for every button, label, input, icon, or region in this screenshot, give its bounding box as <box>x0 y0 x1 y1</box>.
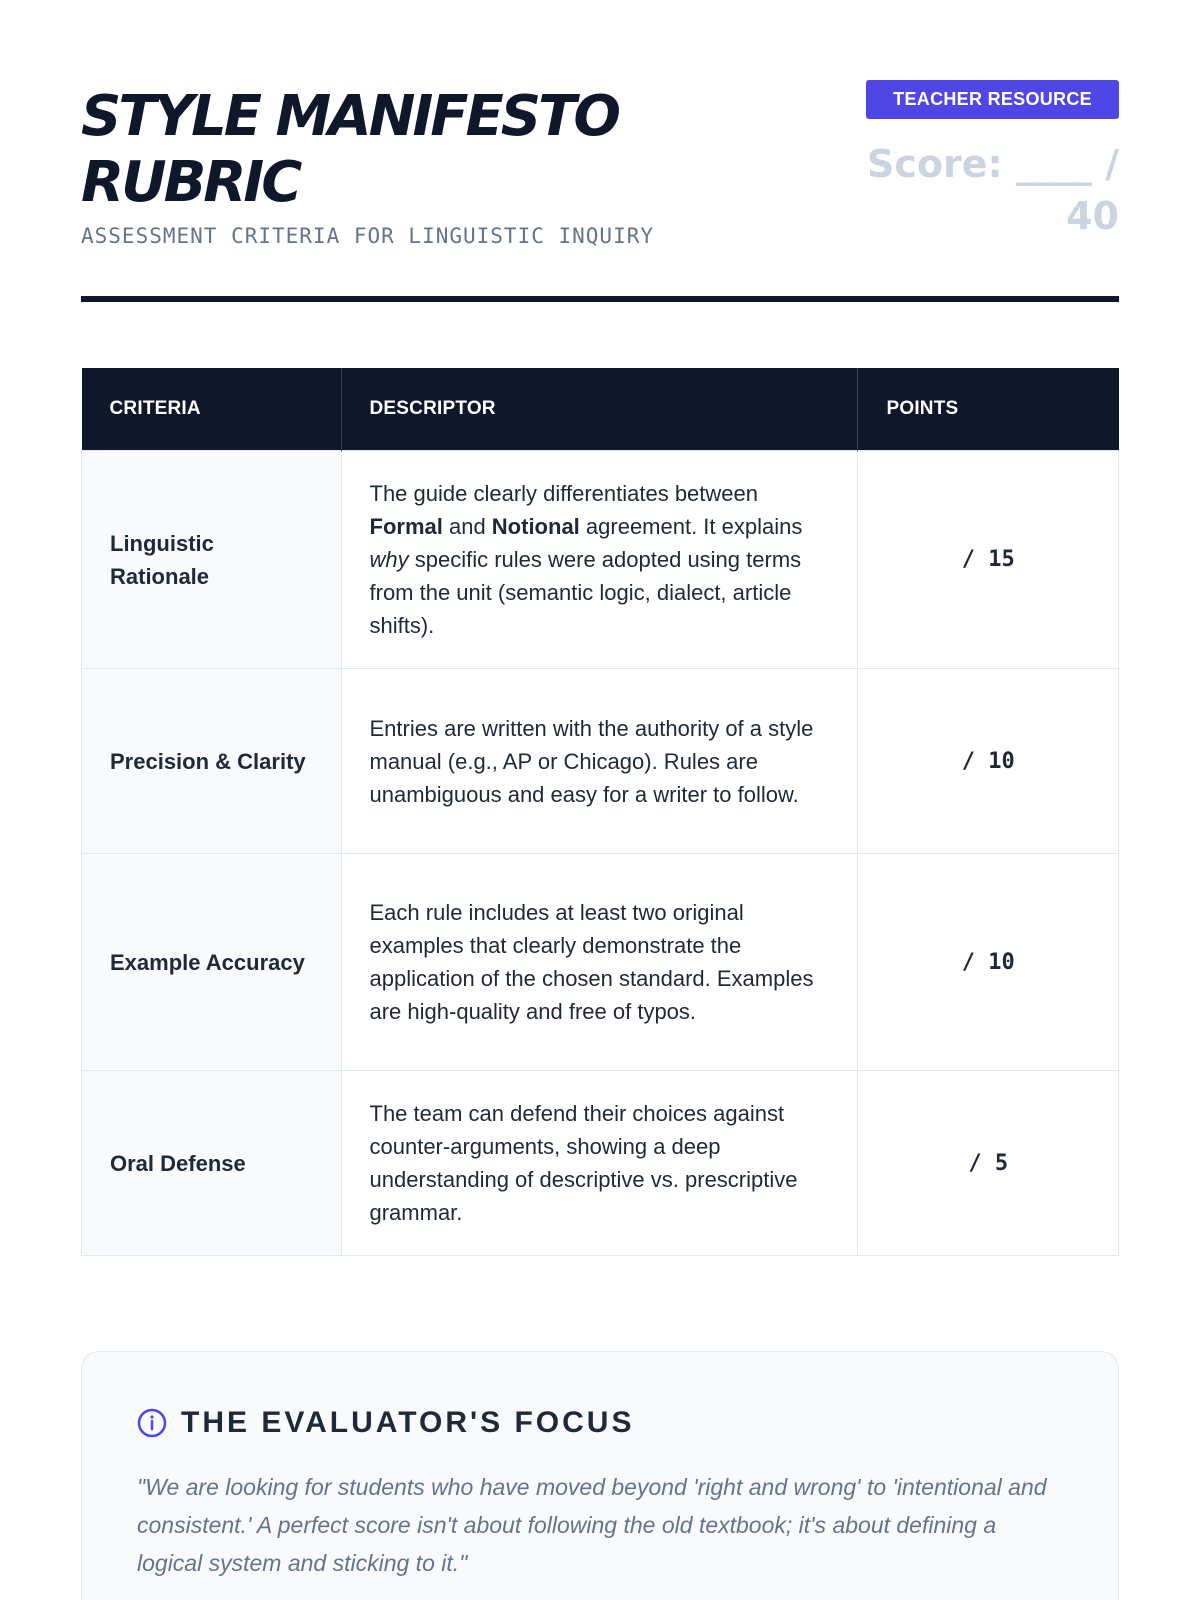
criteria-cell: Example Accuracy <box>82 854 342 1071</box>
descriptor-bold-formal: Formal <box>369 514 443 539</box>
column-header-points: POINTS <box>858 368 1119 451</box>
points-cell: / 15 <box>858 451 1119 669</box>
page-title: STYLE MANIFESTO RUBRIC <box>81 84 618 215</box>
descriptor-cell <box>341 451 858 669</box>
points-cell: / 10 <box>858 854 1119 1071</box>
descriptor-italic-why: why <box>369 547 409 572</box>
teacher-resource-badge: TEACHER RESOURCE <box>866 80 1119 119</box>
descriptor-cell: The team can defend their choices against counter-arguments, showing a deep understanding of descriptive vs. prescriptive grammar. <box>341 1071 858 1256</box>
info-icon <box>137 1408 167 1438</box>
score-field: Score: ____ / 40 <box>866 142 1119 238</box>
column-header-descriptor: DESCRIPTOR <box>341 368 858 451</box>
column-header-criteria: CRITERIA <box>82 368 342 451</box>
table-row <box>82 669 1119 854</box>
points-cell: / 10 <box>858 669 1119 854</box>
criteria-cell: Linguistic Rationale <box>82 451 342 669</box>
descriptor-text: and <box>442 514 492 539</box>
descriptor-text: The guide clearly differentiates between <box>369 481 759 506</box>
table-row <box>82 1071 1119 1256</box>
focus-title: THE EVALUATOR'S FOCUS <box>181 1406 635 1439</box>
focus-quote: "We are looking for students who have moved beyond 'right and wrong' to 'intentional and consistent.' A perfect score isn't about following the old textbook; it's about defining a logical system and sticking to it." <box>137 1474 1047 1576</box>
table-row <box>82 854 1119 1071</box>
descriptor-text: specific rules were adopted using terms from the unit (semantic logic, dialect, article shifts). <box>369 547 802 638</box>
focus-heading <box>137 1406 1063 1440</box>
page-header <box>81 78 1119 302</box>
criteria-cell: Oral Defense <box>82 1071 342 1256</box>
descriptor-text: agreement. It explains <box>579 514 803 539</box>
criteria-cell: Precision & Clarity <box>82 669 342 854</box>
descriptor-cell: Entries are written with the authority of a style manual (e.g., AP or Chicago). Rules are unambiguous and easy for a writer to follow. <box>341 669 858 854</box>
page-subtitle: ASSESSMENT CRITERIA FOR LINGUISTIC INQUIRY <box>81 224 655 248</box>
table-header-row <box>82 368 1119 451</box>
descriptor-cell: Each rule includes at least two original examples that clearly demonstrate the application of the chosen standard. Examples are high-quality and free of typos. <box>341 854 858 1071</box>
points-cell: / 5 <box>858 1071 1119 1256</box>
descriptor-bold-notional: Notional <box>491 514 580 539</box>
table-row <box>82 451 1119 669</box>
evaluator-focus-box <box>81 1351 1119 1600</box>
rubric-table <box>81 368 1119 1256</box>
